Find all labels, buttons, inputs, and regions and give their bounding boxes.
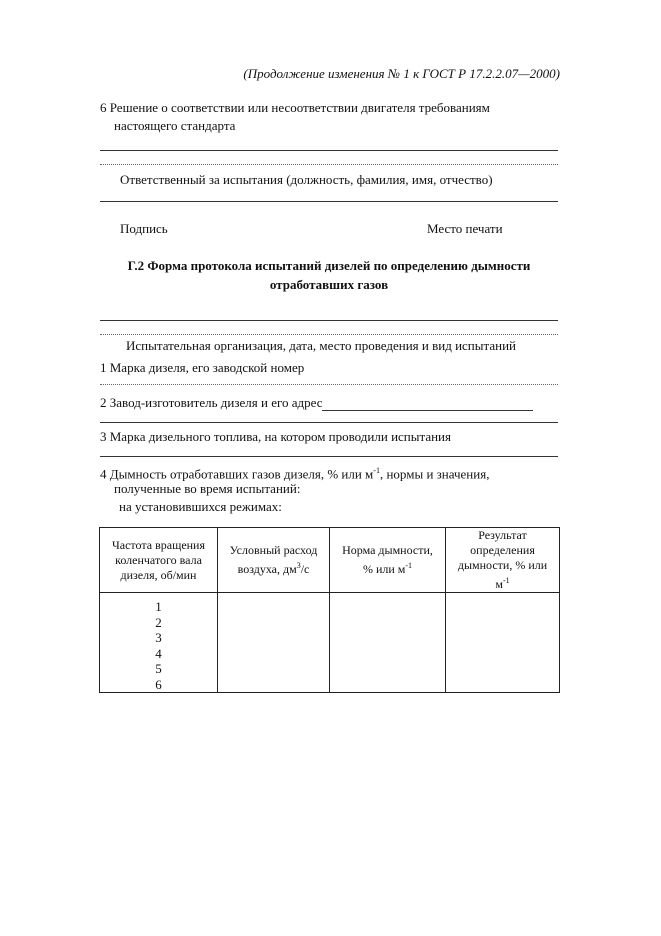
col2-text: воздуха, дм xyxy=(237,562,297,576)
section-title-line1: Г.2 Форма протокола испытаний дизелей по определению дымности xyxy=(127,258,531,273)
smoke-norm-cell xyxy=(330,593,446,693)
item2-fill xyxy=(322,398,533,411)
table-row xyxy=(100,593,560,693)
table-header-row xyxy=(100,528,560,593)
responsible-caption: Ответственный за испытания (должность, фамилия, имя, отчество) xyxy=(120,172,493,187)
item4-text: 4 Дымность отработавших газов дизеля, % или м xyxy=(100,466,374,482)
item2-text: 2 Завод-изготовитель дизеля и его адрес xyxy=(100,395,323,410)
col4-line: Результат xyxy=(478,528,527,542)
item1-label: 1 Марка дизеля, его заводской номер xyxy=(100,360,305,375)
col3-line xyxy=(330,558,445,577)
mode-number: 4 xyxy=(155,645,162,661)
col2-sup: 3 xyxy=(296,561,301,570)
item4-line1 xyxy=(100,463,489,482)
col3-sup: -1 xyxy=(405,561,413,570)
col2-line xyxy=(218,558,329,577)
item4-line2: полученные во время испытаний: xyxy=(114,481,301,496)
fill-line xyxy=(100,456,558,457)
org-caption: Испытательная организация, дата, место проведения и вид испытаний xyxy=(126,338,516,353)
fill-line xyxy=(100,422,558,423)
col1-line: Частота вращения xyxy=(111,537,206,552)
item3-label: 3 Марка дизельного топлива, на котором проводили испытания xyxy=(100,429,451,444)
col-header-smoke-norm xyxy=(330,528,446,593)
fill-line xyxy=(100,201,558,202)
document-header: (Продолжение изменения № 1 к ГОСТ Р 17.2.2.07—2000) xyxy=(243,66,560,81)
col4-line: дымности, % или xyxy=(457,558,548,572)
mode-number: 1 xyxy=(155,599,162,614)
mode-number-cell xyxy=(100,593,218,693)
item6-line1: 6 Решение о соответствии или несоответствии двигателя требованиям xyxy=(100,100,490,115)
item4-text-post: , нормы и значения, xyxy=(379,466,490,482)
col4-line xyxy=(446,573,559,592)
fill-line xyxy=(100,150,558,151)
mode-number: 2 xyxy=(155,614,162,630)
col3-line: Норма дымности, xyxy=(342,543,433,557)
fill-dotted-line xyxy=(100,384,558,385)
smoke-results-table xyxy=(99,527,560,693)
col3-text: % или м xyxy=(362,562,406,576)
section-title-line2: отработавших газов xyxy=(269,277,389,292)
air-flow-cell xyxy=(218,593,330,693)
item4-sup: -1 xyxy=(373,466,380,475)
fill-dotted-line xyxy=(100,164,558,165)
col4-text: м xyxy=(495,577,503,591)
mode-number: 6 xyxy=(155,676,162,692)
item4-line3: на установившихся режимах: xyxy=(119,499,282,514)
fill-dotted-line xyxy=(100,334,558,335)
col-header-air-flow xyxy=(218,528,330,593)
col1-line: дизеля, об/мин xyxy=(120,567,197,582)
col-header-result xyxy=(446,528,560,593)
signature-label: Подпись xyxy=(120,221,168,236)
mode-number: 3 xyxy=(155,630,162,645)
item6-line2: настоящего стандарта xyxy=(114,118,236,133)
col2-line: Условный расход xyxy=(229,543,318,557)
col-header-rotation-speed xyxy=(100,528,218,593)
col4-line: определения xyxy=(470,543,535,557)
fill-line xyxy=(100,320,558,321)
result-cell xyxy=(446,593,560,693)
item2-label xyxy=(100,395,533,411)
col1-line: коленчатого вала xyxy=(115,552,202,567)
col2-text-post: /с xyxy=(300,562,310,576)
mode-number: 5 xyxy=(155,661,162,676)
col4-sup: -1 xyxy=(502,576,510,585)
stamp-place-label: Место печати xyxy=(427,221,503,236)
